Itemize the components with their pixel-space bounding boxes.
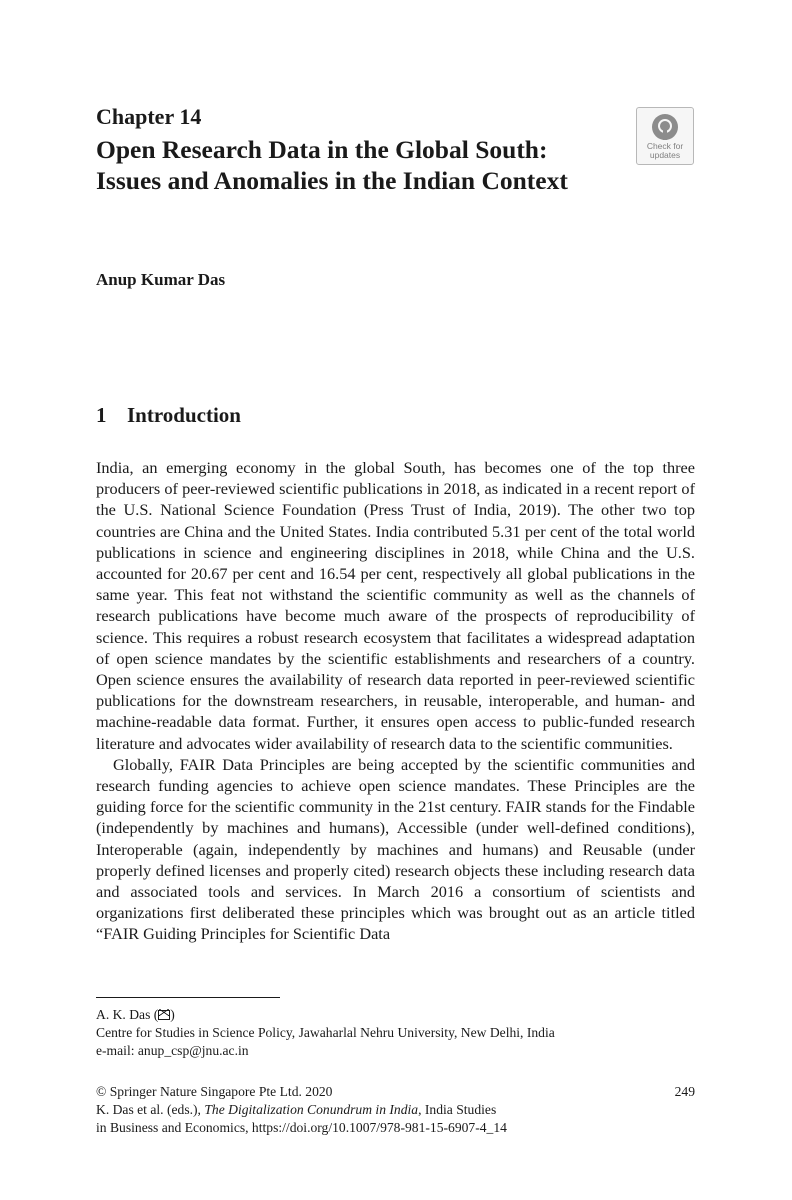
badge-label [637, 142, 693, 160]
paragraph-1: India, an emerging economy in the global South, has becomes one of the top three producers of peer-reviewed scientific publications in 2018, as indicated in a recent report of the U.S. National Science Foundation (Press Trust of India, 2019). The other two top countries are China and the United States. India contributed 5.31 per cent of the total world publications in science and engineering disciplines in 2018, while China and the U.S. accounted for 20.67 per cent and 16.54 per cent, respectively all global publications in the same year. This feat not withstand the scientific community as well as the channels of research publications have become much aware of the prospects of reproducibility of science. This requires a robust research ecosystem that facilitates a widespread adaptation of open science mandates by the scientific establishments and researchers of a country. Open science ensures the availability of research data reported in peer-reviewed scientific publications for the downstream researchers, in reusable, interoperable, and human- and machine-readable data format. Further, it ensures open access to public-funded research literature and advocates wider availability of research data to the scientific communities. [96, 458, 695, 753]
footnote-email[interactable]: e-mail: anup_csp@jnu.ac.in [96, 1043, 249, 1058]
paragraph-2: Globally, FAIR Data Principles are being accepted by the scientific communities and research funding agencies to achieve open science mandates. These Principles are the guiding force for the scientific community in the 21st century. FAIR stands for the Findable (independently by machines and humans), Accessible (under well-defined conditions), Interoperable (again, independently by machines and humans) and Reusable (under properly defined licenses and properly cited) research objects these including research data and associated tools and services. In March 2016 a consortium of scientists and organizations first deliberated these principles which was brought out as an article titled “FAIR Guiding Principles for Scientific Data [96, 754, 695, 944]
author-name: Anup Kumar Das [96, 270, 226, 289]
copyright-line: © Springer Nature Singapore Pte Ltd. 2020 [96, 1084, 333, 1099]
chapter-title: Open Research Data in the Global South: Issues and Anomalies in the Indian Context [96, 135, 568, 195]
badge-line-2: updates [649, 150, 681, 160]
footnote-rule [96, 997, 280, 998]
footnote-author [96, 1006, 695, 1024]
page-footer [96, 1083, 695, 1137]
citation-suffix: , India Studies [418, 1102, 497, 1117]
section-title: Introduction [127, 403, 241, 427]
badge-line-1: Check for [646, 141, 684, 151]
check-for-updates-badge[interactable] [636, 107, 694, 165]
footnote [96, 1006, 695, 1060]
envelope-icon [158, 1010, 170, 1020]
section-number: 1 [96, 403, 107, 427]
citation-prefix: K. Das et al. (eds.), [96, 1102, 205, 1117]
check-for-updates-icon [652, 114, 678, 140]
footnote-author-name: A. K. Das ( [96, 1007, 159, 1022]
series-doi-line[interactable]: in Business and Economics, https://doi.org/10.1007/978-981-15-6907-4_14 [96, 1120, 507, 1135]
footnote-affiliation: Centre for Studies in Science Policy, Jawaharlal Nehru University, New Delhi, India [96, 1025, 555, 1040]
citation-line [96, 1101, 695, 1119]
section-heading [96, 403, 241, 428]
page-number: 249 [674, 1084, 695, 1099]
book-title: The Digitalization Conundrum in India [204, 1102, 419, 1117]
body-text [96, 457, 695, 945]
footnote-author-name-end: ) [170, 1007, 175, 1022]
chapter-number: Chapter 14 [96, 104, 202, 129]
